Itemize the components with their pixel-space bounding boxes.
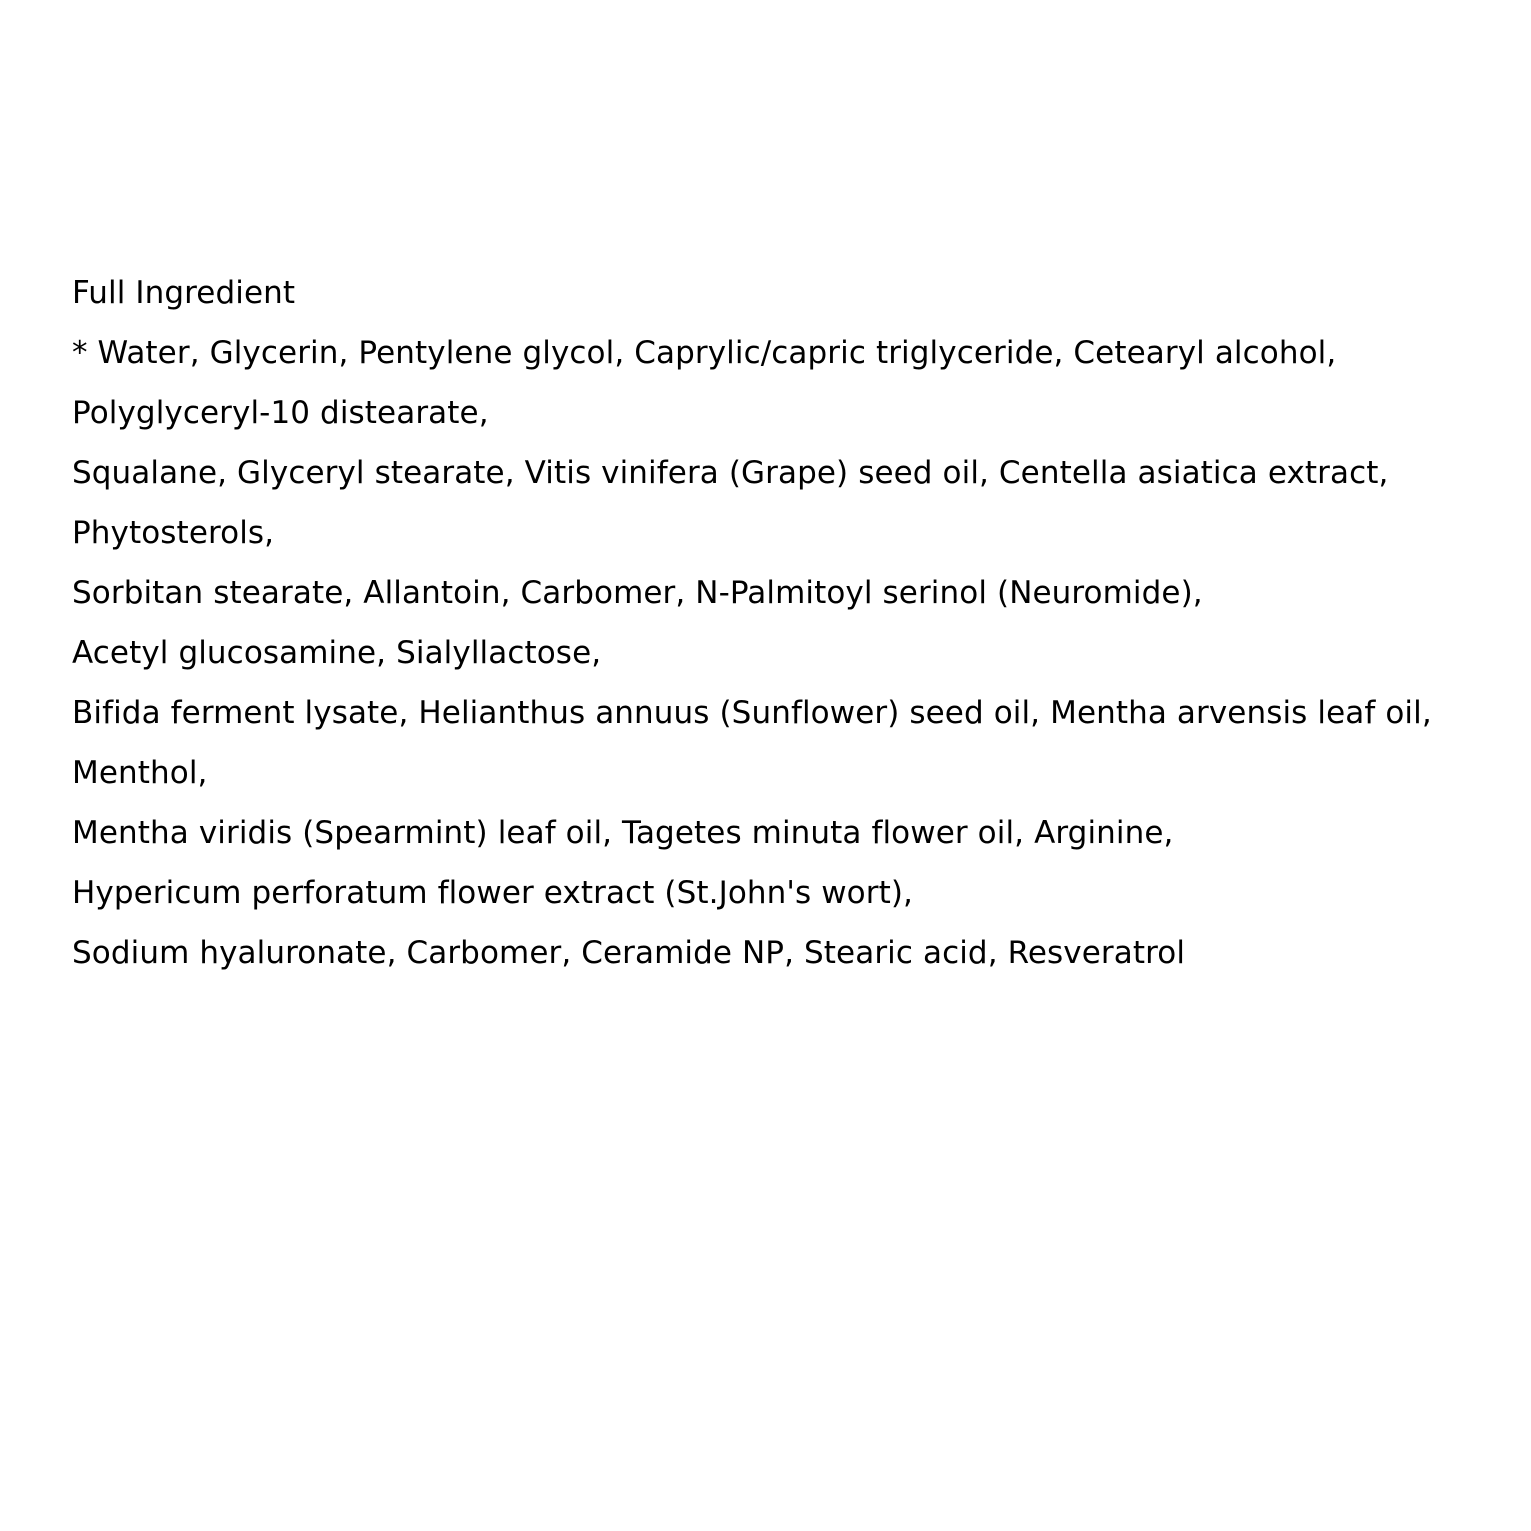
ingredient-line: Phytosterols, [72, 515, 275, 551]
ingredient-line: Menthol, [72, 755, 208, 791]
ingredient-list [72, 263, 1512, 983]
ingredient-line: Sodium hyaluronate, Carbomer, Ceramide NP, Stearic acid, Resveratrol [72, 935, 1186, 971]
ingredient-line: Bifida ferment lysate, Helianthus annuus (Sunflower) seed oil, Mentha arvensis leaf oil, [72, 695, 1432, 731]
ingredient-line: Squalane, Glyceryl stearate, Vitis vinifera (Grape) seed oil, Centella asiatica extract, [72, 455, 1389, 491]
ingredient-line: Mentha viridis (Spearmint) leaf oil, Tagetes minuta flower oil, Arginine, [72, 815, 1174, 851]
ingredient-line: Polyglyceryl-10 distearate, [72, 395, 489, 431]
ingredient-line: Hypericum perforatum flower extract (St.John's wort), [72, 875, 913, 911]
ingredient-line: Acetyl glucosamine, Sialyllactose, [72, 635, 602, 671]
ingredient-line: * Water, Glycerin, Pentylene glycol, Caprylic/capric triglyceride, Cetearyl alcohol, [72, 335, 1337, 371]
ingredient-heading: Full Ingredient [72, 275, 296, 311]
ingredient-line: Sorbitan stearate, Allantoin, Carbomer, N-Palmitoyl serinol (Neuromide), [72, 575, 1203, 611]
